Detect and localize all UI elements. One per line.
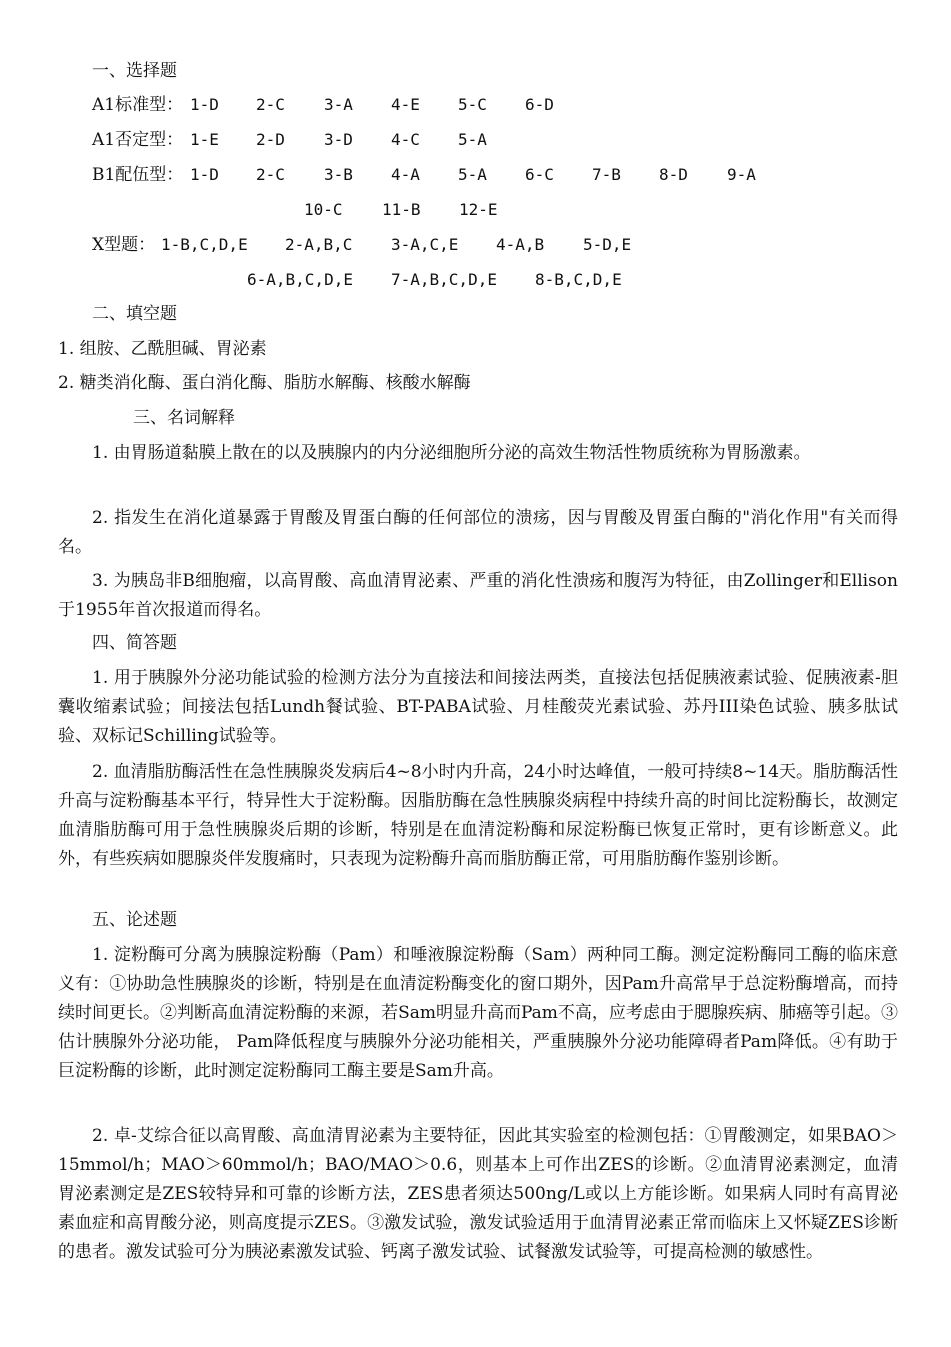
answer-item: 2-A,B,C: [285, 235, 353, 254]
answer-item: 9-A: [727, 165, 756, 184]
paragraph-text: 1. 由胃肠道黏膜上散在的以及胰腺内的内分泌细胞所分泌的高效生物活性物质统称为胃肠激素。: [92, 443, 811, 463]
answer-item: 1-D: [190, 165, 219, 184]
paragraph-text: 3. 为胰岛非B细胞瘤，以高胃酸、高血清胃泌素、严重的消化性溃疡和腹泻为特征，由Zollinger和Ellison于1955年首次报道而得名。: [58, 571, 898, 620]
answer-item: 10-C: [304, 200, 343, 219]
answer-item: 6-D: [525, 95, 554, 114]
b1-label: B1配伍型：: [92, 165, 184, 185]
answer-item: 1-D: [190, 95, 219, 114]
answer-item: 3-D: [324, 130, 353, 149]
answer-item: 4-C: [391, 130, 420, 149]
section-title-short: 四、简答题: [92, 633, 177, 653]
essay-answer-1: [58, 941, 898, 1115]
answer-item: 3-B: [324, 165, 353, 184]
answer-item: 6-C: [525, 165, 554, 184]
answer-item: 7-A,B,C,D,E: [391, 270, 497, 289]
answer-item: 8-D: [659, 165, 688, 184]
essay-answer-2: [58, 1122, 898, 1296]
paragraph-text: 2. 指发生在消化道暴露于胃酸及胃蛋白酶的任何部位的溃疡，因与胃酸及胃蛋白酶的"消化作用"有关而得名。: [58, 508, 898, 557]
term-answer-2: [58, 504, 898, 562]
answer-item: 1-E: [190, 130, 219, 149]
term-answer-3: [58, 567, 898, 625]
section-title-fill: 二、填空题: [92, 304, 177, 324]
short-answer-1: [58, 664, 898, 751]
paragraph-text: 1. 用于胰腺外分泌功能试验的检测方法分为直接法和间接法两类，直接法包括促胰液素试验、促胰液素-胆囊收缩素试验；间接法包括Lundh餐试验、BT-PABA试验、月桂酸荧光素试验、苏丹III染色试验、胰多肽试验、双标记Schilling试验等。: [58, 668, 898, 746]
a1-negative-label: A1否定型：: [92, 130, 184, 150]
paragraph-text: 1. 淀粉酶可分离为胰腺淀粉酶（Pam）和唾液腺淀粉酶（Sam）两种同工酶。测定淀粉酶同工酶的临床意义有：①协助急性胰腺炎的诊断，特别是在血清淀粉酶变化的窗口期外，因Pam升高常早于总淀粉酶增高，而持续时间更长。②判断高血清淀粉酶的来源，若Sam明显升高而Pam不高，应考虑由于腮腺疾病、肺癌等引起。③估计胰腺外分泌功能， Pam降低程度与胰腺外分泌功能相关，严重胰腺外分泌功能障碍者Pam降低。④有助于巨淀粉酶的诊断，此时测定淀粉酶同工酶主要是Sam升高。: [58, 945, 898, 1081]
section-title-essay: 五、论述题: [92, 910, 177, 930]
answer-item: 5-D,E: [583, 235, 632, 254]
answer-item: 3-A,C,E: [391, 235, 459, 254]
answer-item: 11-B: [382, 200, 421, 219]
term-answer-1: [58, 439, 898, 497]
answer-item: 2-C: [256, 95, 285, 114]
fill-answer-1: 1. 组胺、乙酰胆碱、胃泌素: [58, 339, 267, 359]
paragraph-text: 2. 血清脂肪酶活性在急性胰腺炎发病后4~8小时内升高，24小时达峰值，一般可持续8~14天。脂肪酶活性升高与淀粉酶基本平行，特异性大于淀粉酶。因脂肪酶在急性胰腺炎病程中持续升高的时间比淀粉酶长，故测定血清脂肪酶可用于急性胰腺炎后期的诊断，特别是在血清淀粉酶和尿淀粉酶已恢复正常时，更有诊断意义。此外，有些疾病如腮腺炎伴发腹痛时，只表现为淀粉酶升高而脂肪酶正常，可用脂肪酶作鉴别诊断。: [58, 762, 898, 869]
answer-item: 4-A: [391, 165, 420, 184]
fill-answer-2: 2. 糖类消化酶、蛋白消化酶、脂肪水解酶、核酸水解酶: [58, 373, 471, 393]
section-title-terms: 三、名词解释: [133, 408, 235, 428]
a1-standard-label: A1标准型：: [92, 95, 184, 115]
answer-item: 4-E: [391, 95, 420, 114]
answer-item: 4-A,B: [496, 235, 545, 254]
answer-item: 5-A: [458, 130, 487, 149]
answer-item: 7-B: [592, 165, 621, 184]
short-answer-2: [58, 758, 898, 903]
answer-item: 6-A,B,C,D,E: [247, 270, 353, 289]
paragraph-text: 2. 卓-艾综合征以高胃酸、高血清胃泌素为主要特征，因此其实验室的检测包括：①胃酸测定，如果BAO＞15mmol/h；MAO＞60mmol/h；BAO/MAO＞0.6，则基本上可作出ZES的诊断。②血清胃泌素测定，血清胃泌素测定是ZES较特异和可靠的诊断方法，ZES患者须达500ng/L或以上方能诊断。如果病人同时有高胃泌素血症和高胃酸分泌，则高度提示ZES。③激发试验，激发试验适用于血清胃泌素正常而临床上又怀疑ZES诊断的患者。激发试验可分为胰泌素激发试验、钙离子激发试验、试餐激发试验等，可提高检测的敏感性。: [58, 1126, 898, 1262]
answer-item: 5-C: [458, 95, 487, 114]
x-type-label: X型题：: [92, 235, 156, 255]
answer-item: 3-A: [324, 95, 353, 114]
answer-item: 2-D: [256, 130, 285, 149]
section-title-choice: 一、选择题: [92, 61, 177, 81]
answer-item: 8-B,C,D,E: [535, 270, 622, 289]
answer-item: 12-E: [459, 200, 498, 219]
answer-item: 2-C: [256, 165, 285, 184]
answer-item: 5-A: [458, 165, 487, 184]
answer-item: 1-B,C,D,E: [161, 235, 248, 254]
